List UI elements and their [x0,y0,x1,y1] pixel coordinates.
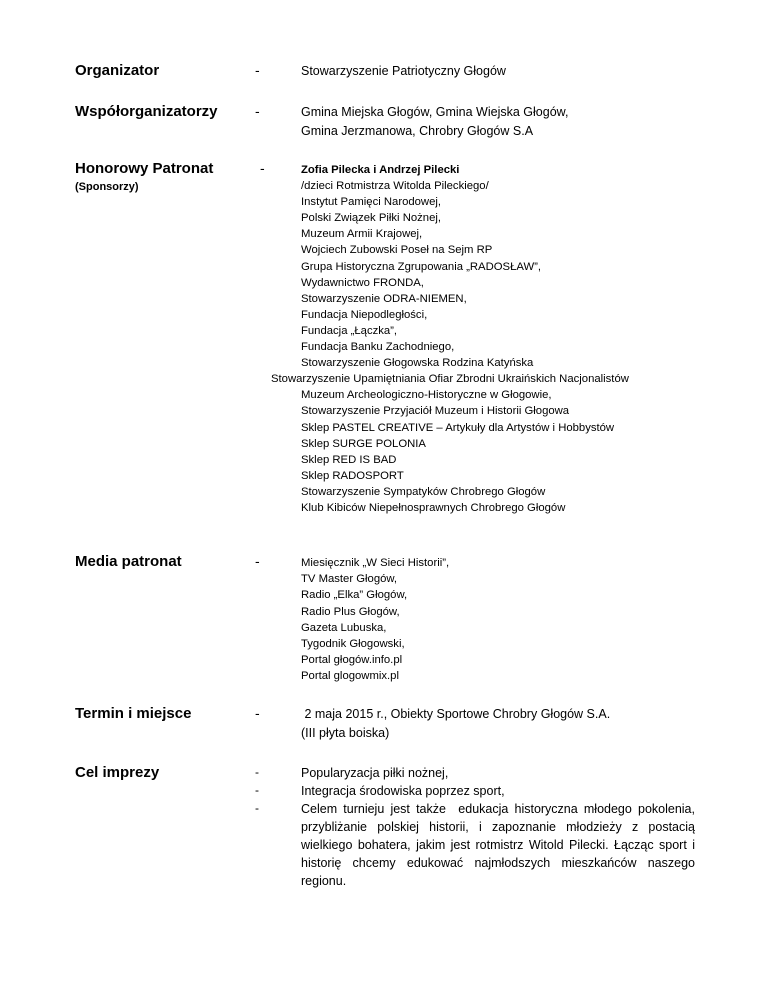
organizator-dash: - [255,62,260,78]
cel-points [301,764,699,890]
cel-dash-1: - [255,765,259,779]
list-item: Portal głogów.info.pl [301,654,403,667]
list-item: Tygodnik Głogowski, [301,638,405,651]
termin-label: Termin i miejsce [75,705,192,722]
wspolorganizatorzy-line-2: Gmina Jerzmanowa, Chrobry Głogów S.A [301,124,534,138]
termin-dash: - [255,705,260,721]
list-item: Muzeum Archeologiczno-Historyczne w Głogowie, [301,389,552,402]
cel-point-3: Celem turnieju jest także edukacja historyczna młodego pokolenia, przybliżanie polskiej historii, i zapoznanie młodzieży z postacią wielkiego bohatera, jakim jest rotmistrz Witold Pilecki. Łącząc sport i historię chcemy edukować najmłodszych mieszkańców naszego regionu. [301,802,699,888]
list-item: Fundacja Banku Zachodniego, [301,341,455,354]
list-item: Polski Związek Piłki Nożnej, [301,212,441,225]
list-item: Instytut Pamięci Narodowej, [301,196,442,209]
list-item: Zofia Pilecka i Andrzej Pilecki [301,164,460,176]
media-patronat-list [301,555,449,685]
list-item: Fundacja „Łączka”, [301,324,398,337]
list-item: Wydawnictwo FRONDA, [301,276,424,289]
termin-line-1: 2 maja 2015 r., Obiekty Sportowe Chrobry Głogów S.A. [301,707,611,721]
organizator-label: Organizator [75,62,160,79]
cel-dash-2: - [255,783,259,797]
list-item: Gazeta Lubuska, [301,621,387,634]
list-item: Stowarzyszenie ODRA-NIEMEN, [301,292,467,305]
list-item: /dzieci Rotmistrza Witolda Pileckiego/ [301,180,489,193]
list-item: Wojciech Zubowski Poseł na Sejm RP [301,244,493,257]
list-item: TV Master Głogów, [301,573,398,586]
media-patronat-dash: - [255,553,260,569]
organizator-value: Stowarzyszenie Patriotyczny Głogów [301,64,506,78]
wspolorganizatorzy-label: Współorganizatorzy [75,103,218,120]
list-item: Stowarzyszenie Sympatyków Chrobrego Głogów [301,485,546,498]
list-item: Grupa Historyczna Zgrupowania „RADOSŁAW”, [301,260,542,273]
wspolorganizatorzy-line-1: Gmina Miejska Głogów, Gmina Wiejska Głogów, [301,105,569,119]
list-item: Stowarzyszenie Przyjaciół Muzeum i Historii Głogowa [301,405,570,418]
cel-dash-3: - [255,801,259,815]
cel-point-2: Integracja środowiska poprzez sport, [301,784,505,798]
list-item: Portal glogowmix.pl [301,670,399,683]
termin-line-2: (III płyta boiska) [301,726,390,740]
list-item: Sklep SURGE POLONIA [301,437,426,450]
cel-label: Cel imprezy [75,764,160,781]
list-item: Stowarzyszenie Głogowska Rodzina Katyńska [301,357,534,370]
list-item: Sklep RED IS BAD [301,453,397,466]
list-item: Radio „Elka” Głogów, [301,589,408,602]
list-item: Klub Kibiców Niepełnosprawnych Chrobrego Głogów [301,501,566,514]
list-item: Muzeum Armii Krajowej, [301,228,423,241]
wspolorganizatorzy-dash: - [255,103,260,119]
list-item: Sklep PASTEL CREATIVE – Artykuły dla Artystów i Hobbystów [301,421,615,434]
honorowy-patronat-list [271,162,629,516]
list-item: Fundacja Niepodległości, [301,308,428,321]
honorowy-patronat-dash: - [260,160,265,176]
media-patronat-label: Media patronat [75,553,182,570]
list-item: Stowarzyszenie Upamiętniania Ofiar Zbrodni Ukraińskich Nacjonalistów [271,373,629,386]
honorowy-patronat-label: Honorowy Patronat [75,160,214,177]
sponsorzy-sublabel: (Sponsorzy) [75,181,139,193]
list-item: Miesięcznik „W Sieci Historii”, [301,557,450,569]
cel-point-1: Popularyzacja piłki nożnej, [301,766,449,780]
list-item: Radio Plus Głogów, [301,605,400,618]
list-item: Sklep RADOSPORT [301,469,404,482]
